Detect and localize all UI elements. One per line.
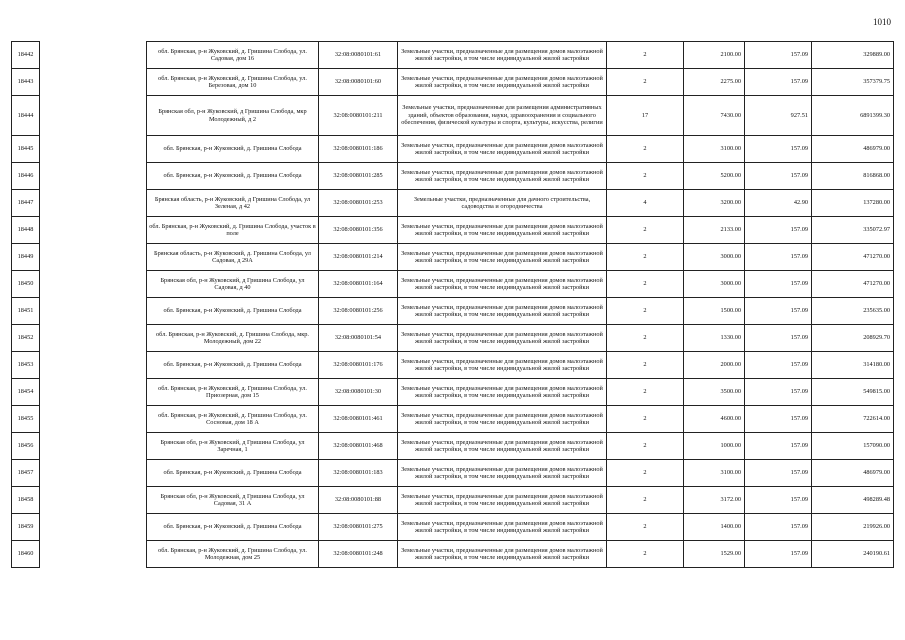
cadastral-value-cell: 471270.00 (812, 244, 894, 271)
cadastral-value-cell: 335072.97 (812, 217, 894, 244)
cadastral-value-cell: 549815.00 (812, 379, 894, 406)
cadastral-number-cell: 32:08:0080101:61 (319, 42, 398, 69)
land-purpose-cell: Земельные участки, предназначенные для размещения домов малоэтажной жилой застройки, в том числе индивидуальной жилой застройки (398, 352, 607, 379)
land-purpose-cell: Земельные участки, предназначенные для размещения домов малоэтажной жилой застройки, в том числе индивидуальной жилой застройки (398, 514, 607, 541)
specific-value-cell: 157.09 (745, 325, 812, 352)
land-purpose-cell: Земельные участки, предназначенные для размещения домов малоэтажной жилой застройки, в том числе индивидуальной жилой застройки (398, 217, 607, 244)
cadastral-value-cell: 486979.00 (812, 136, 894, 163)
table-body (12, 42, 894, 568)
row-id-cell: 18458 (12, 487, 40, 514)
address-cell: обл. Брянская, р-н Жуковский, д. Гришина Слобода (147, 136, 319, 163)
blank-cell (40, 487, 147, 514)
address-cell: Брянская обл, р-н Жуковский, д Гришина Слобода, мкр Молодежный, д 2 (147, 96, 319, 136)
blank-cell (40, 163, 147, 190)
row-id-cell: 18451 (12, 298, 40, 325)
group-cell: 2 (607, 487, 684, 514)
area-cell: 3000.00 (684, 244, 745, 271)
specific-value-cell: 157.09 (745, 460, 812, 487)
address-cell: обл. Брянская, р-н Жуковский, д. Гришина Слобода (147, 298, 319, 325)
area-cell: 7430.00 (684, 96, 745, 136)
land-purpose-cell: Земельные участки, предназначенные для размещения домов малоэтажной жилой застройки, в том числе индивидуальной жилой застройки (398, 244, 607, 271)
table-row (12, 271, 894, 298)
specific-value-cell: 157.09 (745, 352, 812, 379)
table-row (12, 136, 894, 163)
table-row (12, 325, 894, 352)
specific-value-cell: 157.09 (745, 298, 812, 325)
blank-cell (40, 460, 147, 487)
cadastral-value-cell: 219926.00 (812, 514, 894, 541)
blank-cell (40, 514, 147, 541)
cadastral-number-cell: 32:08:0080101:256 (319, 298, 398, 325)
specific-value-cell: 157.09 (745, 163, 812, 190)
cadastral-number-cell: 32:08:0080101:164 (319, 271, 398, 298)
cadastral-value-cell: 722614.00 (812, 406, 894, 433)
specific-value-cell: 157.09 (745, 42, 812, 69)
area-cell: 1330.00 (684, 325, 745, 352)
area-cell: 3172.00 (684, 487, 745, 514)
cadastral-number-cell: 32:08:0080101:356 (319, 217, 398, 244)
blank-cell (40, 190, 147, 217)
table-row (12, 541, 894, 568)
area-cell: 5200.00 (684, 163, 745, 190)
area-cell: 3100.00 (684, 460, 745, 487)
cadastral-value-cell: 235635.00 (812, 298, 894, 325)
row-id-cell: 18445 (12, 136, 40, 163)
area-cell: 1529.00 (684, 541, 745, 568)
specific-value-cell: 927.51 (745, 96, 812, 136)
land-purpose-cell: Земельные участки, предназначенные для размещения домов малоэтажной жилой застройки, в том числе индивидуальной жилой застройки (398, 487, 607, 514)
row-id-cell: 18447 (12, 190, 40, 217)
group-cell: 2 (607, 406, 684, 433)
table-row (12, 379, 894, 406)
row-id-cell: 18456 (12, 433, 40, 460)
area-cell: 3100.00 (684, 136, 745, 163)
blank-cell (40, 406, 147, 433)
specific-value-cell: 157.09 (745, 487, 812, 514)
blank-cell (40, 136, 147, 163)
group-cell: 2 (607, 136, 684, 163)
row-id-cell: 18450 (12, 271, 40, 298)
blank-cell (40, 271, 147, 298)
group-cell: 2 (607, 69, 684, 96)
specific-value-cell: 157.09 (745, 244, 812, 271)
table-row (12, 298, 894, 325)
cadastral-value-cell: 816868.00 (812, 163, 894, 190)
blank-cell (40, 352, 147, 379)
land-purpose-cell: Земельные участки, предназначенные для размещения домов малоэтажной жилой застройки, в том числе индивидуальной жилой застройки (398, 541, 607, 568)
blank-cell (40, 541, 147, 568)
address-cell: обл. Брянская, р-н Жуковский, д. Гришина Слобода (147, 460, 319, 487)
address-cell: обл. Брянская, р-н Жуковский, д. Гришина Слобода, ул. Молодежная, дом 25 (147, 541, 319, 568)
address-cell: Брянская область, р-н Жуковский, д. Гришина Слобода, ул Садовая, д 29А (147, 244, 319, 271)
group-cell: 17 (607, 96, 684, 136)
group-cell: 4 (607, 190, 684, 217)
table-row (12, 163, 894, 190)
group-cell: 2 (607, 42, 684, 69)
cadastral-value-cell: 498289.48 (812, 487, 894, 514)
area-cell: 1500.00 (684, 298, 745, 325)
cadastral-value-cell: 471270.00 (812, 271, 894, 298)
area-cell: 2100.00 (684, 42, 745, 69)
row-id-cell: 18457 (12, 460, 40, 487)
address-cell: обл. Брянская, р-н Жуковский, д. Гришина Слобода (147, 514, 319, 541)
cadastral-number-cell: 32:08:0080101:54 (319, 325, 398, 352)
cadastral-value-cell: 357379.75 (812, 69, 894, 96)
cadastral-number-cell: 32:08:0080101:60 (319, 69, 398, 96)
address-cell: обл. Брянская, р-н Жуковский, д. Гришина Слобода (147, 163, 319, 190)
cadastral-number-cell: 32:08:0080101:248 (319, 541, 398, 568)
land-purpose-cell: Земельные участки, предназначенные для размещения домов малоэтажной жилой застройки, в том числе индивидуальной жилой застройки (398, 136, 607, 163)
land-purpose-cell: Земельные участки, предназначенные для размещения домов малоэтажной жилой застройки, в том числе индивидуальной жилой застройки (398, 379, 607, 406)
row-id-cell: 18442 (12, 42, 40, 69)
group-cell: 2 (607, 352, 684, 379)
cadastral-value-cell: 314180.00 (812, 352, 894, 379)
blank-cell (40, 298, 147, 325)
specific-value-cell: 157.09 (745, 271, 812, 298)
cadastral-number-cell: 32:08:0080101:211 (319, 96, 398, 136)
group-cell: 2 (607, 271, 684, 298)
group-cell: 2 (607, 460, 684, 487)
specific-value-cell: 42.90 (745, 190, 812, 217)
address-cell: обл. Брянская, р-н Жуковский, д. Гришина Слобода, ул. Сосновая, дом 18 А (147, 406, 319, 433)
table-row (12, 96, 894, 136)
table-row (12, 433, 894, 460)
blank-cell (40, 69, 147, 96)
row-id-cell: 18454 (12, 379, 40, 406)
area-cell: 3000.00 (684, 271, 745, 298)
land-purpose-cell: Земельные участки, предназначенные для размещения домов малоэтажной жилой застройки, в том числе индивидуальной жилой застройки (398, 298, 607, 325)
table-row (12, 217, 894, 244)
land-purpose-cell: Земельные участки, предназначенные для размещения домов малоэтажной жилой застройки, в том числе индивидуальной жилой застройки (398, 69, 607, 96)
group-cell: 2 (607, 244, 684, 271)
cadastral-value-cell: 157090.00 (812, 433, 894, 460)
cadastral-number-cell: 32:08:0080101:176 (319, 352, 398, 379)
land-purpose-cell: Земельные участки, предназначенные для размещения административных зданий, объектов образования, науки, здравоохранения и социального обеспечения, физической культуры и спорта, культуры, искусства, религии (398, 96, 607, 136)
row-id-cell: 18459 (12, 514, 40, 541)
land-purpose-cell: Земельные участки, предназначенные для размещения домов малоэтажной жилой застройки, в том числе индивидуальной жилой застройки (398, 406, 607, 433)
blank-cell (40, 42, 147, 69)
table-row (12, 244, 894, 271)
blank-cell (40, 379, 147, 406)
table-row (12, 190, 894, 217)
row-id-cell: 18443 (12, 69, 40, 96)
cadastral-number-cell: 32:08:0080101:275 (319, 514, 398, 541)
area-cell: 4600.00 (684, 406, 745, 433)
cadastral-number-cell: 32:08:0080101:461 (319, 406, 398, 433)
land-purpose-cell: Земельные участки, предназначенные для размещения домов малоэтажной жилой застройки, в том числе индивидуальной жилой застройки (398, 163, 607, 190)
row-id-cell: 18446 (12, 163, 40, 190)
row-id-cell: 18460 (12, 541, 40, 568)
address-cell: Брянская область, р-н Жуковский, д Гришина Слобода, ул Зеленая, д 42 (147, 190, 319, 217)
cadastral-value-cell: 137280.00 (812, 190, 894, 217)
table-row (12, 352, 894, 379)
row-id-cell: 18453 (12, 352, 40, 379)
specific-value-cell: 157.09 (745, 379, 812, 406)
address-cell: обл. Брянская, р-н Жуковский, д. Гришина Слобода, участок в поле (147, 217, 319, 244)
group-cell: 2 (607, 217, 684, 244)
cadastral-number-cell: 32:08:0080101:186 (319, 136, 398, 163)
cadastral-number-cell: 32:08:0080101:214 (319, 244, 398, 271)
table-row (12, 460, 894, 487)
table-row (12, 487, 894, 514)
blank-cell (40, 433, 147, 460)
group-cell: 2 (607, 298, 684, 325)
address-cell: обл. Брянская, р-н Жуковский, д. Гришина Слобода, ул. Приозерная, дом 15 (147, 379, 319, 406)
land-purpose-cell: Земельные участки, предназначенные для размещения домов малоэтажной жилой застройки, в том числе индивидуальной жилой застройки (398, 460, 607, 487)
cadastral-value-cell: 6891399.30 (812, 96, 894, 136)
blank-cell (40, 217, 147, 244)
area-cell: 2133.00 (684, 217, 745, 244)
row-id-cell: 18444 (12, 96, 40, 136)
area-cell: 2000.00 (684, 352, 745, 379)
cadastral-number-cell: 32:08:0080101:88 (319, 487, 398, 514)
land-purpose-cell: Земельные участки, предназначенные для дачного строительства, садоводства и огородничества (398, 190, 607, 217)
row-id-cell: 18448 (12, 217, 40, 244)
cadastral-number-cell: 32:08:0080101:183 (319, 460, 398, 487)
cadastral-value-cell: 329889.00 (812, 42, 894, 69)
area-cell: 3200.00 (684, 190, 745, 217)
address-cell: обл. Брянская, р-н Жуковский, д. Гришина Слобода, ул. Садовая, дом 16 (147, 42, 319, 69)
cadastral-number-cell: 32:08:0080101:30 (319, 379, 398, 406)
address-cell: Брянская обл, р-н Жуковский, д Гришина Слобода, ул Заречная, 1 (147, 433, 319, 460)
table-row (12, 69, 894, 96)
specific-value-cell: 157.09 (745, 136, 812, 163)
group-cell: 2 (607, 433, 684, 460)
land-registry-table (11, 41, 894, 568)
blank-cell (40, 244, 147, 271)
group-cell: 2 (607, 325, 684, 352)
page-number: 1010 (873, 17, 891, 27)
cadastral-value-cell: 486979.00 (812, 460, 894, 487)
cadastral-number-cell: 32:08:0080101:468 (319, 433, 398, 460)
cadastral-value-cell: 240190.61 (812, 541, 894, 568)
specific-value-cell: 157.09 (745, 541, 812, 568)
specific-value-cell: 157.09 (745, 406, 812, 433)
group-cell: 2 (607, 163, 684, 190)
area-cell: 1400.00 (684, 514, 745, 541)
row-id-cell: 18455 (12, 406, 40, 433)
land-purpose-cell: Земельные участки, предназначенные для размещения домов малоэтажной жилой застройки, в том числе индивидуальной жилой застройки (398, 42, 607, 69)
address-cell: обл. Брянская, р-н Жуковский, д. Гришина Слобода, мкр. Молодежный, дом 22 (147, 325, 319, 352)
address-cell: обл. Брянская, р-н Жуковский, д. Гришина Слобода (147, 352, 319, 379)
blank-cell (40, 96, 147, 136)
land-purpose-cell: Земельные участки, предназначенные для размещения домов малоэтажной жилой застройки, в том числе индивидуальной жилой застройки (398, 433, 607, 460)
area-cell: 2275.00 (684, 69, 745, 96)
specific-value-cell: 157.09 (745, 217, 812, 244)
land-purpose-cell: Земельные участки, предназначенные для размещения домов малоэтажной жилой застройки, в том числе индивидуальной жилой застройки (398, 271, 607, 298)
cadastral-number-cell: 32:08:0080101:253 (319, 190, 398, 217)
table-row (12, 406, 894, 433)
group-cell: 2 (607, 379, 684, 406)
blank-cell (40, 325, 147, 352)
group-cell: 2 (607, 514, 684, 541)
row-id-cell: 18452 (12, 325, 40, 352)
address-cell: Брянская обл, р-н Жуковский, д Гришина Слобода, ул Садовая, 31 А (147, 487, 319, 514)
table-row (12, 42, 894, 69)
specific-value-cell: 157.09 (745, 69, 812, 96)
cadastral-number-cell: 32:08:0080101:285 (319, 163, 398, 190)
specific-value-cell: 157.09 (745, 514, 812, 541)
row-id-cell: 18449 (12, 244, 40, 271)
cadastral-value-cell: 208929.70 (812, 325, 894, 352)
area-cell: 1000.00 (684, 433, 745, 460)
address-cell: Брянская обл, р-н Жуковский, д Гришина Слобода, ул Садовая, д 40 (147, 271, 319, 298)
table-row (12, 514, 894, 541)
address-cell: обл. Брянская, р-н Жуковский, д. Гришина Слобода, ул. Березовая, дом 10 (147, 69, 319, 96)
specific-value-cell: 157.09 (745, 433, 812, 460)
land-purpose-cell: Земельные участки, предназначенные для размещения домов малоэтажной жилой застройки, в том числе индивидуальной жилой застройки (398, 325, 607, 352)
group-cell: 2 (607, 541, 684, 568)
area-cell: 3500.00 (684, 379, 745, 406)
